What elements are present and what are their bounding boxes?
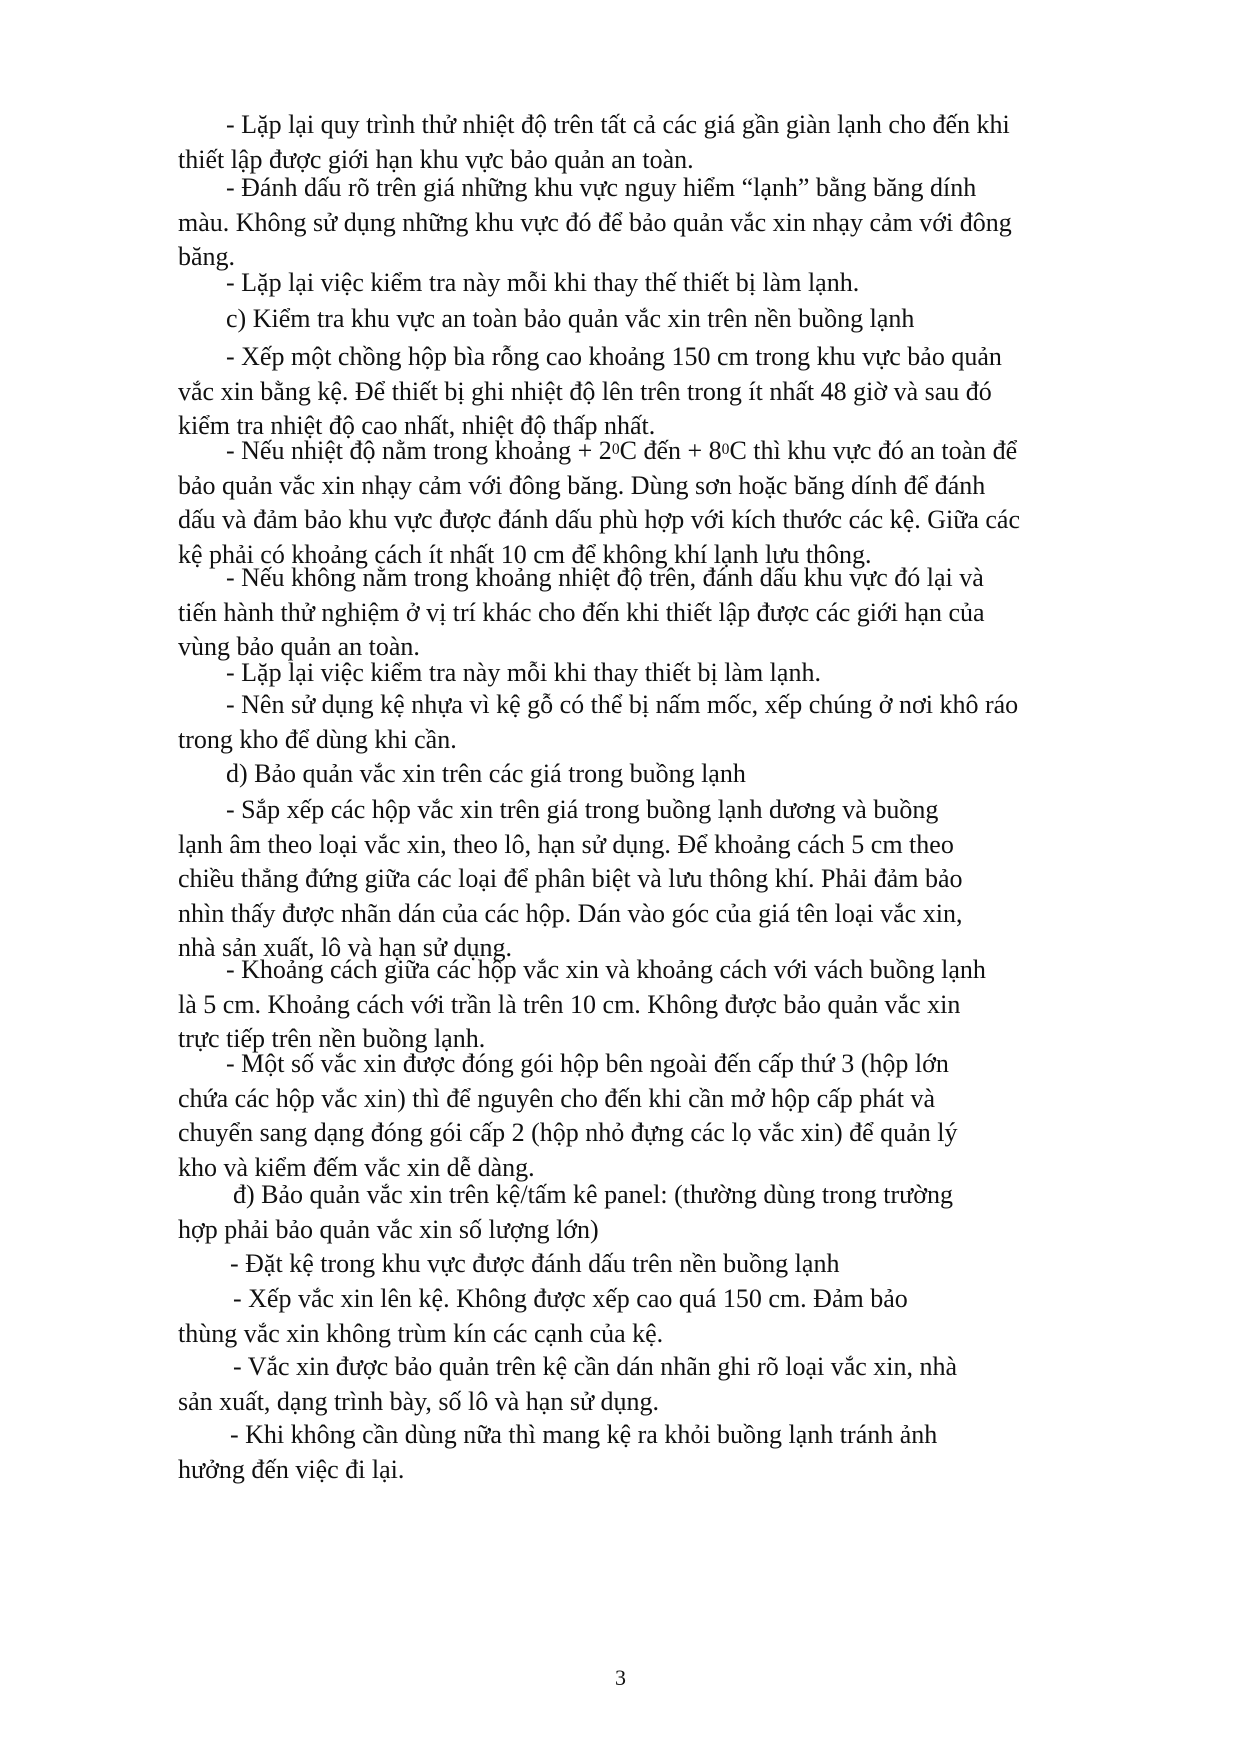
line: chuyển sang dạng đóng gói cấp 2 (hộp nhỏ đựng các lọ vắc xin) để quản lý <box>178 1118 958 1147</box>
line: bảo quản vắc xin nhạy cảm với đông băng. Dùng sơn hoặc băng dính để đánh <box>178 470 986 500</box>
line: - Nếu không nằm trong khoảng nhiệt độ trên, đánh dấu khu vực đó lại và <box>226 563 984 592</box>
heading-dd <box>178 1178 1098 1247</box>
paragraph-plastic-shelves <box>178 688 1098 757</box>
line: kho và kiểm đếm vắc xin dễ dàng. <box>178 1152 535 1182</box>
paragraph-stack-boxes <box>178 340 1098 444</box>
paragraph-label-pallet <box>178 1350 1098 1419</box>
line: là 5 cm. Khoảng cách với trần là trên 10 cm. Không được bảo quản vắc xin <box>178 989 961 1019</box>
line: kệ phải có khoảng cách ít nhất 10 cm để không khí lạnh lưu thông. <box>178 539 872 569</box>
line: hưởng đến việc đi lại. <box>178 1454 405 1484</box>
line: - Vắc xin được bảo quản trên kệ cần dán nhãn ghi rõ loại vắc xin, nhà <box>233 1352 958 1381</box>
line: - Đánh dấu rõ trên giá những khu vực nguy hiểm “lạnh” bằng băng dính <box>226 173 977 202</box>
line: - Lặp lại việc kiểm tra này mỗi khi thay thế thiết bị làm lạnh. <box>226 268 860 297</box>
line: vùng bảo quản an toàn. <box>178 632 420 661</box>
line: sản xuất, dạng trình bày, số lô và hạn sử dụng. <box>178 1386 660 1416</box>
line: kiểm tra nhiệt độ cao nhất, nhiệt độ thấp nhất. <box>178 411 656 440</box>
line: - Xếp vắc xin lên kệ. Không được xếp cao quá 150 cm. Đảm bảo <box>233 1284 908 1313</box>
paragraph-repeat-temperature-test <box>178 108 1098 177</box>
line: thiết lập được giới hạn khu vực bảo quản an toàn. <box>178 144 694 174</box>
line: - Nên sử dụng kệ nhựa vì kệ gỗ có thể bị nấm mốc, xếp chúng ở nơi khô ráo <box>226 690 1019 719</box>
line: - Khoảng cách giữa các hộp vắc xin và khoảng cách với vách buồng lạnh <box>226 955 986 984</box>
line: chứa các hộp vắc xin) thì để nguyên cho đến khi cần mở hộp cấp phát và <box>178 1083 936 1113</box>
paragraph-mark-cold-zones <box>178 171 1098 275</box>
page-number: 3 <box>615 1665 626 1690</box>
paragraph-remove-pallet <box>178 1418 1098 1487</box>
line: - Lặp lại quy trình thử nhiệt độ trên tất cả các giá gần giàn lạnh cho đến khi <box>226 110 1010 139</box>
line: chiều thẳng đứng giữa các loại để phân biệt và lưu thông khí. Phải đảm bảo <box>178 864 963 893</box>
line: - Đặt kệ trong khu vực được đánh dấu trên nền buồng lạnh <box>230 1249 840 1278</box>
line: nhà sản xuất, lô và hạn sử dụng. <box>178 933 512 962</box>
line: d) Bảo quản vắc xin trên các giá trong buồng lạnh <box>226 759 746 788</box>
line: tiến hành thử nghiệm ở vị trí khác cho đến khi thiết lập được các giới hạn của <box>178 597 985 627</box>
heading-d <box>178 757 1098 792</box>
paragraph-arrange-boxes <box>178 793 1098 966</box>
paragraph-place-pallet <box>178 1247 1098 1282</box>
paragraph-stack-height <box>178 1282 1098 1351</box>
paragraph-packaging-levels <box>178 1047 1098 1185</box>
paragraph-repeat-check-2 <box>178 656 1098 691</box>
line: trực tiếp trên nền buồng lạnh. <box>178 1024 486 1053</box>
line: băng. <box>178 242 236 271</box>
paragraph-out-of-range <box>178 561 1098 665</box>
heading-c <box>178 302 1098 337</box>
line: - Nếu nhiệt độ nằm trong khoảng + $2^0C$ đến + $8^0C$ thì khu vực đó an toàn để <box>226 436 1018 465</box>
line: đ) Bảo quản vắc xin trên kệ/tấm kê panel: (thường dùng trong trường <box>233 1180 953 1209</box>
line: hợp phải bảo quản vắc xin số lượng lớn) <box>178 1214 599 1244</box>
line: - Một số vắc xin được đóng gói hộp bên ngoài đến cấp thứ 3 (hộp lớn <box>226 1049 949 1078</box>
line: nhìn thấy được nhãn dán của các hộp. Dán vào góc của giá tên loại vắc xin, <box>178 898 963 928</box>
line: trong kho để dùng khi cần. <box>178 724 457 754</box>
line: - Sắp xếp các hộp vắc xin trên giá trong buồng lạnh dương và buồng <box>226 795 939 824</box>
line: màu. Không sử dụng những khu vực đó để bảo quản vắc xin nhạy cảm với đông <box>178 207 1012 237</box>
line: thùng vắc xin không trùm kín các cạnh của kệ. <box>178 1318 664 1348</box>
paragraph-temperature-range <box>178 434 1098 572</box>
paragraph-repeat-check <box>178 266 1098 301</box>
line: - Khi không cần dùng nữa thì mang kệ ra khỏi buồng lạnh tránh ảnh <box>230 1420 938 1449</box>
line: - Xếp một chồng hộp bìa rỗng cao khoảng 150 cm trong khu vực bảo quản <box>226 342 1002 371</box>
line: lạnh âm theo loại vắc xin, theo lô, hạn sử dụng. Để khoảng cách 5 cm theo <box>178 829 954 859</box>
paragraph-spacing <box>178 953 1098 1057</box>
line: vắc xin bằng kệ. Để thiết bị ghi nhiệt độ lên trên trong ít nhất 48 giờ và sau đó <box>178 376 992 406</box>
line: dấu và đảm bảo khu vực được đánh dấu phù hợp với kích thước các kệ. Giữa các <box>178 505 1020 534</box>
line: c) Kiểm tra khu vực an toàn bảo quản vắc xin trên nền buồng lạnh <box>226 304 915 333</box>
line: - Lặp lại việc kiểm tra này mỗi khi thay thiết bị làm lạnh. <box>226 658 821 687</box>
